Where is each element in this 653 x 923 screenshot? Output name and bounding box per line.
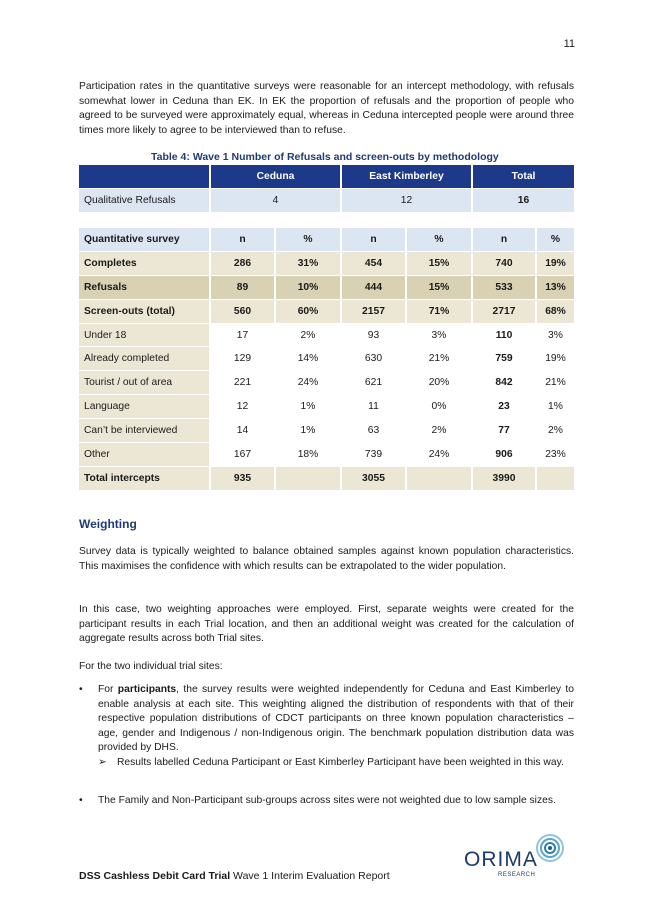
table-cell: 739 bbox=[341, 443, 406, 467]
bullet-text: For participants, the survey results were weighted independently for Ceduna and East Kimberley to enable analysis at each site. This weighting aligned the distribution of respondents with that of their respective population distributions of CDCT participants on three known population characteristics – age, gender and Indigenous / non-Indigenous origin. The benchmark population distribution data was provided by DHS. bbox=[98, 684, 574, 754]
header-cell: % bbox=[536, 228, 574, 251]
table-cell: 129 bbox=[210, 347, 275, 371]
table-cell: 3990 bbox=[472, 466, 536, 490]
qualitative-row bbox=[79, 188, 574, 212]
table-cell: 71% bbox=[406, 299, 472, 323]
row-label: Already completed bbox=[79, 347, 210, 371]
table-cell: 286 bbox=[210, 251, 275, 275]
table-cell: 23 bbox=[472, 395, 536, 419]
table-cell bbox=[275, 466, 341, 490]
row-label: Tourist / out of area bbox=[79, 371, 210, 395]
table-cell: 2157 bbox=[341, 299, 406, 323]
bullet-icon: • bbox=[79, 684, 83, 695]
table-cell: 68% bbox=[536, 299, 574, 323]
header-cell: n bbox=[472, 228, 536, 251]
table-cell: 454 bbox=[341, 251, 406, 275]
table-cell: 31% bbox=[275, 251, 341, 275]
table-cell: 19% bbox=[536, 251, 574, 275]
table-cell: 12 bbox=[341, 188, 472, 212]
table-cell: 759 bbox=[472, 347, 536, 371]
table-row bbox=[79, 347, 574, 371]
table-row bbox=[79, 419, 574, 443]
table-cell bbox=[536, 466, 574, 490]
logo-sub: RESEARCH bbox=[498, 872, 536, 878]
table-cell: 1% bbox=[536, 395, 574, 419]
table-cell: 13% bbox=[536, 275, 574, 299]
table-header-row bbox=[79, 165, 574, 188]
table-cell: 444 bbox=[341, 275, 406, 299]
table-cell: 14% bbox=[275, 347, 341, 371]
orima-logo bbox=[464, 833, 569, 881]
table-cell: 19% bbox=[536, 347, 574, 371]
bullet-text: The Family and Non-Participant sub-groups across sites were not weighted due to low sample sizes. bbox=[98, 795, 556, 806]
table-cell: 14 bbox=[210, 419, 275, 443]
bullet-item bbox=[79, 794, 574, 809]
row-label: Qualitative Refusals bbox=[79, 188, 210, 212]
table-cell: 18% bbox=[275, 443, 341, 467]
table-cell: 0% bbox=[406, 395, 472, 419]
table-row bbox=[79, 466, 574, 490]
sub-bullet-text: Results labelled Ceduna Participant or East Kimberley Participant have been weighted in this way. bbox=[117, 757, 564, 768]
table-subheader-row bbox=[79, 228, 574, 251]
table-cell: 10% bbox=[275, 275, 341, 299]
bullet-icon: • bbox=[79, 795, 83, 806]
logo-word: ORIMA bbox=[464, 848, 538, 871]
table-cell: 3055 bbox=[341, 466, 406, 490]
table-cell: 16 bbox=[472, 188, 574, 212]
table-cell: 60% bbox=[275, 299, 341, 323]
table-cell: 3% bbox=[406, 323, 472, 347]
refusals-table-main bbox=[79, 228, 574, 491]
table-cell: 1% bbox=[275, 419, 341, 443]
table-cell: 110 bbox=[472, 323, 536, 347]
table-cell: 2% bbox=[536, 419, 574, 443]
table-cell: 935 bbox=[210, 466, 275, 490]
section-heading: Weighting bbox=[79, 517, 137, 531]
table-cell: 621 bbox=[341, 371, 406, 395]
weighting-paragraph-1: Survey data is typically weighted to balance obtained samples against known population characteristics. This maximises the confidence with which results can be extrapolated to the wider population. bbox=[79, 546, 574, 572]
table-cell: 21% bbox=[536, 371, 574, 395]
table-cell: 11 bbox=[341, 395, 406, 419]
table-cell: 23% bbox=[536, 443, 574, 467]
header-cell: n bbox=[341, 228, 406, 251]
row-label: Can’t be interviewed bbox=[79, 419, 210, 443]
table-cell: 2717 bbox=[472, 299, 536, 323]
table-cell: 77 bbox=[472, 419, 536, 443]
table-cell: 533 bbox=[472, 275, 536, 299]
row-label: Refusals bbox=[79, 275, 210, 299]
row-label: Total intercepts bbox=[79, 466, 210, 490]
row-label: Screen-outs (total) bbox=[79, 299, 210, 323]
table-cell: 740 bbox=[472, 251, 536, 275]
intro-paragraph: Participation rates in the quantitative surveys were reasonable for an intercept methodology, with refusals somewhat lower in Ceduna than EK. In EK the proportion of refusals and the proportion of people who agreed to be surveyed were approximately equal, whereas in Ceduna intercepted people were around three times more likely to agree to be interviewed than to refuse. bbox=[79, 81, 574, 136]
header-cell bbox=[79, 165, 210, 188]
bullet-item bbox=[79, 683, 574, 756]
arrow-bullet-icon: ➢ bbox=[98, 757, 107, 768]
row-label: Completes bbox=[79, 251, 210, 275]
table-cell: 842 bbox=[472, 371, 536, 395]
table-cell: 93 bbox=[341, 323, 406, 347]
footer: DSS Cashless Debit Card Trial Wave 1 Interim Evaluation Report bbox=[79, 870, 390, 882]
header-cell: East Kimberley bbox=[341, 165, 472, 188]
table-cell: 20% bbox=[406, 371, 472, 395]
table-cell: 2% bbox=[275, 323, 341, 347]
table-cell: 630 bbox=[341, 347, 406, 371]
table-row bbox=[79, 443, 574, 467]
weighting-paragraph-3: For the two individual trial sites: bbox=[79, 661, 223, 672]
header-cell: Quantitative survey bbox=[79, 228, 210, 251]
table-row bbox=[79, 395, 574, 419]
table-cell: 24% bbox=[406, 443, 472, 467]
table-cell: 906 bbox=[472, 443, 536, 467]
table-cell: 221 bbox=[210, 371, 275, 395]
table-cell: 560 bbox=[210, 299, 275, 323]
page-number: 11 bbox=[563, 38, 575, 50]
row-label: Language bbox=[79, 395, 210, 419]
weighting-paragraph-2: In this case, two weighting approaches were employed. First, separate weights were created for the participant results in each Trial location, and then an additional weight was created for the calculation of aggregate results across both Trial sites. bbox=[79, 604, 574, 645]
table-caption: Table 4: Wave 1 Number of Refusals and screen-outs by methodology bbox=[151, 151, 499, 163]
refusals-table-top bbox=[79, 165, 574, 213]
table-cell: 15% bbox=[406, 275, 472, 299]
table-row bbox=[79, 299, 574, 323]
header-cell: Total bbox=[472, 165, 574, 188]
header-cell: n bbox=[210, 228, 275, 251]
table-cell: 12 bbox=[210, 395, 275, 419]
row-label: Under 18 bbox=[79, 323, 210, 347]
header-cell: % bbox=[406, 228, 472, 251]
sub-bullet-item bbox=[98, 756, 574, 771]
table-cell: 4 bbox=[210, 188, 341, 212]
table-cell: 3% bbox=[536, 323, 574, 347]
table-cell bbox=[406, 466, 472, 490]
header-cell: % bbox=[275, 228, 341, 251]
table-cell: 21% bbox=[406, 347, 472, 371]
table-row bbox=[79, 371, 574, 395]
row-label: Other bbox=[79, 443, 210, 467]
table-cell: 167 bbox=[210, 443, 275, 467]
table-cell: 24% bbox=[275, 371, 341, 395]
table-cell: 63 bbox=[341, 419, 406, 443]
table-cell: 89 bbox=[210, 275, 275, 299]
table-row bbox=[79, 275, 574, 299]
table-cell: 1% bbox=[275, 395, 341, 419]
table-row bbox=[79, 251, 574, 275]
table-cell: 17 bbox=[210, 323, 275, 347]
header-cell: Ceduna bbox=[210, 165, 341, 188]
table-cell: 2% bbox=[406, 419, 472, 443]
table-row bbox=[79, 323, 574, 347]
table-cell: 15% bbox=[406, 251, 472, 275]
